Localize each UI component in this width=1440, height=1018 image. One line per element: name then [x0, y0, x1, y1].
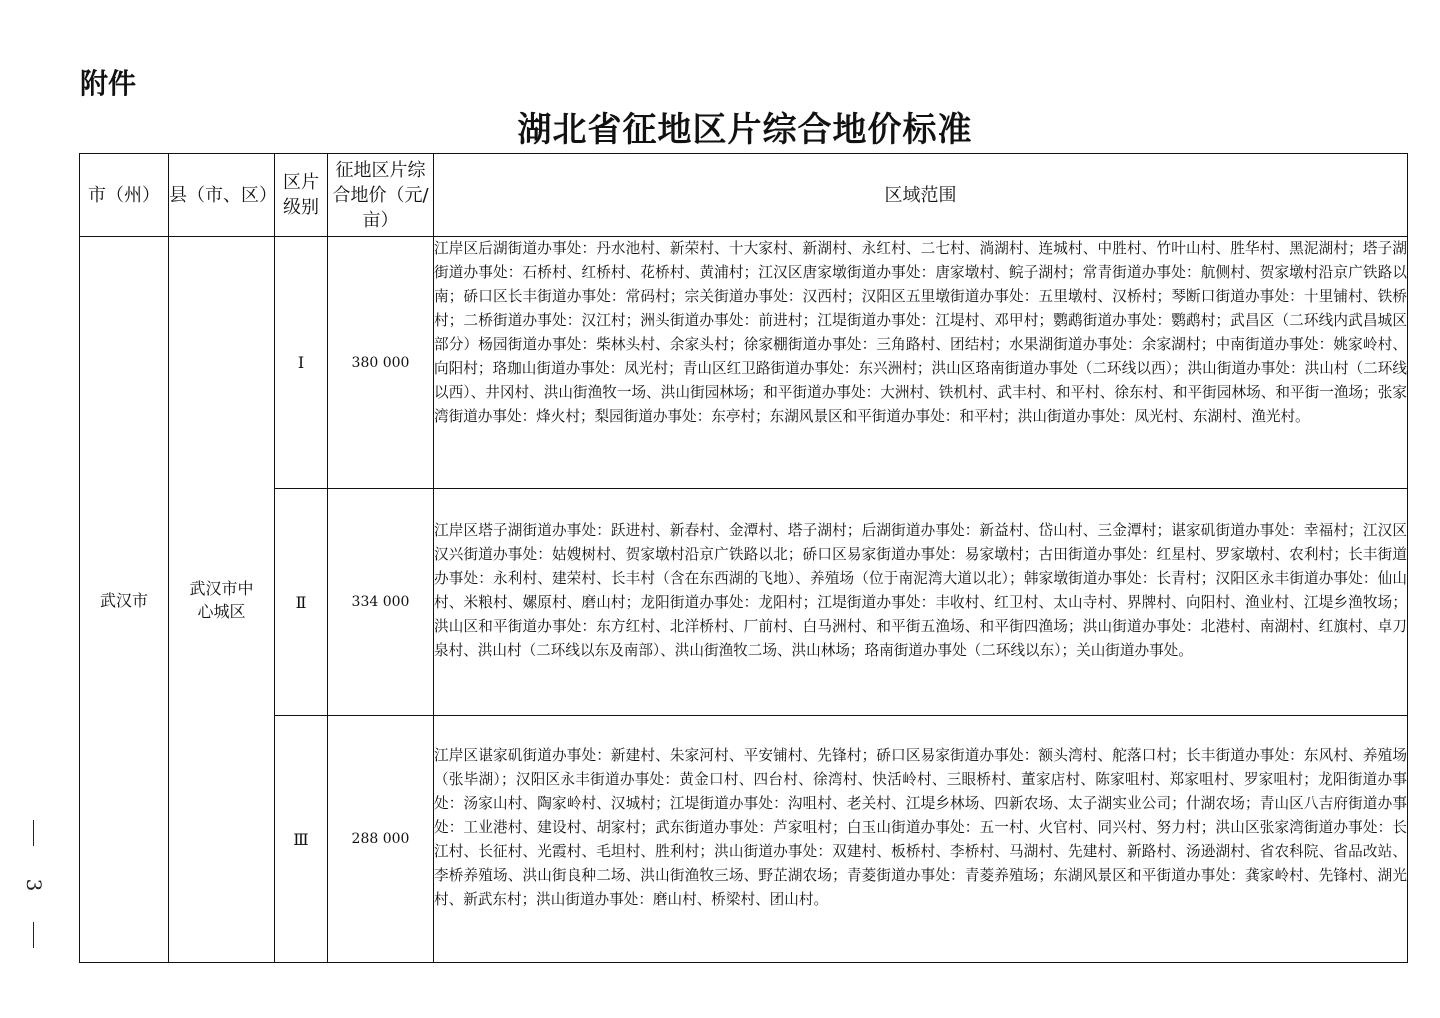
- price-cell: 288 000: [328, 716, 434, 963]
- column-header-price: 征地区片综合地价（元/亩）: [328, 154, 434, 237]
- column-header-city: 市（州）: [80, 154, 169, 237]
- page-number-dash: [33, 922, 34, 948]
- region-cell: 江岸区塔子湖街道办事处：跃进村、新春村、金潭村、塔子湖村；后湖街道办事处：新益村、岱山村、三金潭村；谌家矶街道办事处：幸福村；江汉区汉兴街道办事处：姑嫂树村、贺家墩村沿京广铁路以北；硚口区易家街道办事处：易家墩村；古田街道办事处：红星村、罗家墩村、农利村；长丰街道办事处：永利村、建荣村、长丰村（含在东西湖的飞地）、养殖场（位于南泥湾大道以北）；韩家墩街道办事处：长青村；汉阳区永丰街道办事处：仙山村、米粮村、嫘原村、磨山村；龙阳街道办事处：龙阳村；江堤街道办事处：丰收村、红卫村、太山寺村、界牌村、向阳村、渔业村、江堤乡渔牧场；洪山区和平街道办事处：东方红村、北洋桥村、厂前村、白马洲村、和平街五渔场、和平街四渔场；洪山街道办事处：北港村、南湖村、红旗村、卓刀泉村、洪山村（二环线以东及南部）、洪山街渔牧二场、洪山林场；珞南街道办事处（二环线以东）；关山街道办事处。: [434, 489, 1408, 716]
- county-cell: 武汉市中心城区: [169, 237, 275, 963]
- table-header-row: [80, 154, 1408, 237]
- city-cell: 武汉市: [80, 237, 169, 963]
- column-header-region: 区域范围: [434, 154, 1408, 237]
- level-cell: Ⅰ: [275, 237, 328, 489]
- document-title: 湖北省征地区片综合地价标准: [517, 110, 973, 150]
- land-price-table: [79, 153, 1408, 963]
- level-cell: Ⅲ: [275, 716, 328, 963]
- attachment-label: 附件: [80, 67, 137, 100]
- region-cell: 江岸区后湖街道办事处：丹水池村、新荣村、十大家村、新湖村、永红村、二七村、淌湖村、连城村、中胜村、竹叶山村、胜华村、黑泥湖村；塔子湖街道办事处：石桥村、红桥村、花桥村、黄浦村；江汉区唐家墩街道办事处：唐家墩村、鲩子湖村；常青街道办事处：航侧村、贺家墩村沿京广铁路以南；硚口区长丰街道办事处：常码村；宗关街道办事处：汉西村；汉阳区五里墩街道办事处：五里墩村、汉桥村；琴断口街道办事处：十里铺村、铁桥村；二桥街道办事处：汉江村；洲头街道办事处：前进村；江堤街道办事处：江堤村、邓甲村；鹦鹉街道办事处：鹦鹉村；武昌区（二环线内武昌城区部分）杨园街道办事处：柴林头村、余家头村；徐家棚街道办事处：三角路村、团结村；水果湖街道办事处：余家湖村；中南街道办事处：姚家岭村、向阳村；珞珈山街道办事处：凤光村；青山区红卫路街道办事处：东兴洲村；洪山区珞南街道办事处（二环线以西）；洪山街道办事处：洪山村（二环线以西）、井冈村、洪山街渔牧一场、洪山街园林场；和平街道办事处：大洲村、铁机村、武丰村、和平村、徐东村、和平街园林场、和平街一渔场；张家湾街道办事处：烽火村；梨园街道办事处：东亭村；东湖风景区和平街道办事处：和平村；洪山街道办事处：凤光村、东湖村、渔光村。: [434, 237, 1408, 489]
- column-header-county: 县（市、区）: [169, 154, 275, 237]
- region-cell: 江岸区谌家矶街道办事处：新建村、朱家河村、平安铺村、先锋村；硚口区易家街道办事处：额头湾村、舵落口村；长丰街道办事处：东风村、养殖场（张毕湖）；汉阳区永丰街道办事处：黄金口村、四台村、徐湾村、快活岭村、三眼桥村、董家店村、陈家咀村、郑家咀村、罗家咀村；龙阳街道办事处：汤家山村、陶家岭村、汉城村；江堤街道办事处：沟咀村、老关村、江堤乡林场、四新农场、太子湖实业公司；什湖农场；青山区八吉府街道办事处：工业港村、建设村、胡家村；武东街道办事处：芦家咀村；白玉山街道办事处：五一村、火官村、同兴村、努力村；洪山区张家湾街道办事处：长江村、长征村、光霞村、毛坦村、胜利村；洪山街道办事处：双建村、板桥村、李桥村、马湖村、先建村、新路村、汤逊湖村、省农科院、省品改站、李桥养殖场、洪山街良种二场、洪山街渔牧三场、野芷湖农场；青菱街道办事处：青菱养殖场；东湖风景区和平街道办事处：龚家岭村、先锋村、湖光村、新武东村；洪山街道办事处：磨山村、桥梁村、团山村。: [434, 716, 1408, 963]
- table-row: [80, 489, 1408, 716]
- page-number: [22, 820, 46, 950]
- price-cell: 380 000: [328, 237, 434, 489]
- level-cell: Ⅱ: [275, 489, 328, 716]
- price-cell: 334 000: [328, 489, 434, 716]
- column-header-level: 区片级别: [275, 154, 328, 237]
- page-number-dash: [33, 820, 34, 846]
- table-row: [80, 237, 1408, 489]
- table-row: [80, 716, 1408, 963]
- page-number-value: 3: [22, 878, 46, 892]
